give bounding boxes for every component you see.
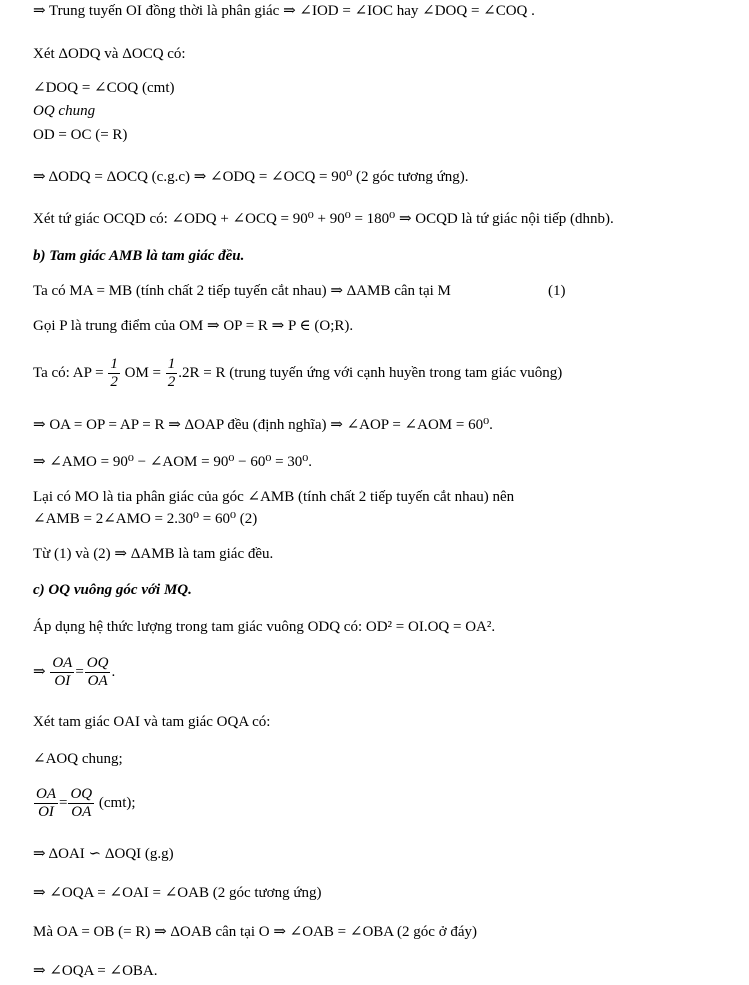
fraction-numerator: 1 [167,356,176,372]
fraction-oq-oa [85,655,111,690]
text-line-10: Gọi P là trung điểm của OM ⇒ OP = R ⇒ P ∈ (O;R). [33,318,354,334]
section-b-heading: b) Tam giác AMB là tam giác đều. [33,248,245,264]
text-line-7: Xét tứ giác OCQD có: ∠ODQ + ∠OCQ = 90⁰ + 90⁰ = 180⁰ ⇒ OCQD là tứ giác nội tiếp (dhnb). [33,211,614,227]
equation-tag-1: (1) [548,283,566,299]
text-line-9: Ta có MA = MB (tính chất 2 tiếp tuyến cắt nhau) ⇒ ΔAMB cân tại M [33,283,451,299]
fraction-numerator: 1 [110,356,118,372]
text-line-21: ∠AOQ chung; [33,751,123,767]
text-segment: OM = [124,364,161,381]
text-line-23: ⇒ ΔOAI ∽ ΔOQI (g.g) [33,846,174,862]
period: . [111,663,116,680]
text-line-25: Mà OA = OB (= R) ⇒ ΔOAB cân tại O ⇒ ∠OAB = ∠OBA (2 góc ở đáy) [33,924,478,940]
fraction-numerator: OQ [70,786,93,802]
text-line-4: OQ chung [33,103,96,119]
equals-symbol: = [75,663,84,680]
fraction-half [108,356,120,391]
fraction-oa-oi [34,786,58,821]
text-line-22 [33,786,136,821]
text-line-18: Áp dụng hệ thức lượng trong tam giác vuông ODQ có: OD² = OI.OQ = OA². [33,619,496,635]
text-line-13: ⇒ ∠AMO = 90⁰ − ∠AOM = 90⁰ − 60⁰ = 30⁰. [33,454,313,470]
text-line-14: Lại có MO là tia phân giác của góc ∠AMB (tính chất 2 tiếp tuyến cắt nhau) nên [33,489,515,505]
fraction-numerator: OQ [86,655,109,671]
text-line-6: ⇒ ΔODQ = ΔOCQ (c.g.c) ⇒ ∠ODQ = ∠OCQ = 90⁰ (2 góc tương ứng). [33,169,469,185]
text-line-5: OD = OC (= R) [33,127,128,143]
fraction-numerator: OA [36,786,56,802]
fraction-denominator: OA [87,673,108,689]
text-line-11 [33,356,562,391]
implies-symbol: ⇒ [33,663,46,680]
text-line-26: ⇒ ∠OQA = ∠OBA. [33,963,158,979]
text-line-16: Từ (1) và (2) ⇒ ΔAMB là tam giác đều. [33,546,274,562]
text-line-12: ⇒ OA = OP = AP = R ⇒ ΔOAP đều (định nghĩa) ⇒ ∠AOP = ∠AOM = 60⁰. [33,417,493,433]
text-line-15: ∠AMB = 2∠AMO = 2.30⁰ = 60⁰ (2) [33,511,258,527]
fraction-denominator: OI [38,804,54,820]
text-line-1: ⇒ Trung tuyến OI đồng thời là phân giác ⇒ ∠IOD = ∠IOC hay ∠DOQ = ∠COQ . [33,3,535,19]
text-line-3: ∠DOQ = ∠COQ (cmt) [33,80,175,96]
fraction-oq-oa [68,786,94,821]
equals-symbol: = [59,794,68,811]
fraction-denominator: 2 [110,374,118,390]
fraction-half [166,356,178,391]
fraction-numerator: OA [52,655,73,671]
fraction-denominator: 2 [167,374,176,390]
fraction-denominator: OI [54,673,71,689]
text-line-20: Xét tam giác OAI và tam giác OQA có: [33,714,271,730]
section-c-heading: c) OQ vuông góc với MQ. [33,582,192,598]
text-line-24: ⇒ ∠OQA = ∠OAI = ∠OAB (2 góc tương ứng) [33,885,322,901]
fraction-denominator: OA [71,804,92,820]
text-line-2: Xét ΔODQ và ΔOCQ có: [33,46,186,62]
fraction-oa-oi [50,655,74,690]
text-line-19 [33,655,115,690]
text-segment: .2R = R (trung tuyến ứng với cạnh huyền trong tam giác vuông) [178,364,563,381]
text-segment: (cmt); [98,794,136,811]
text-segment: Ta có: AP = [33,364,104,381]
